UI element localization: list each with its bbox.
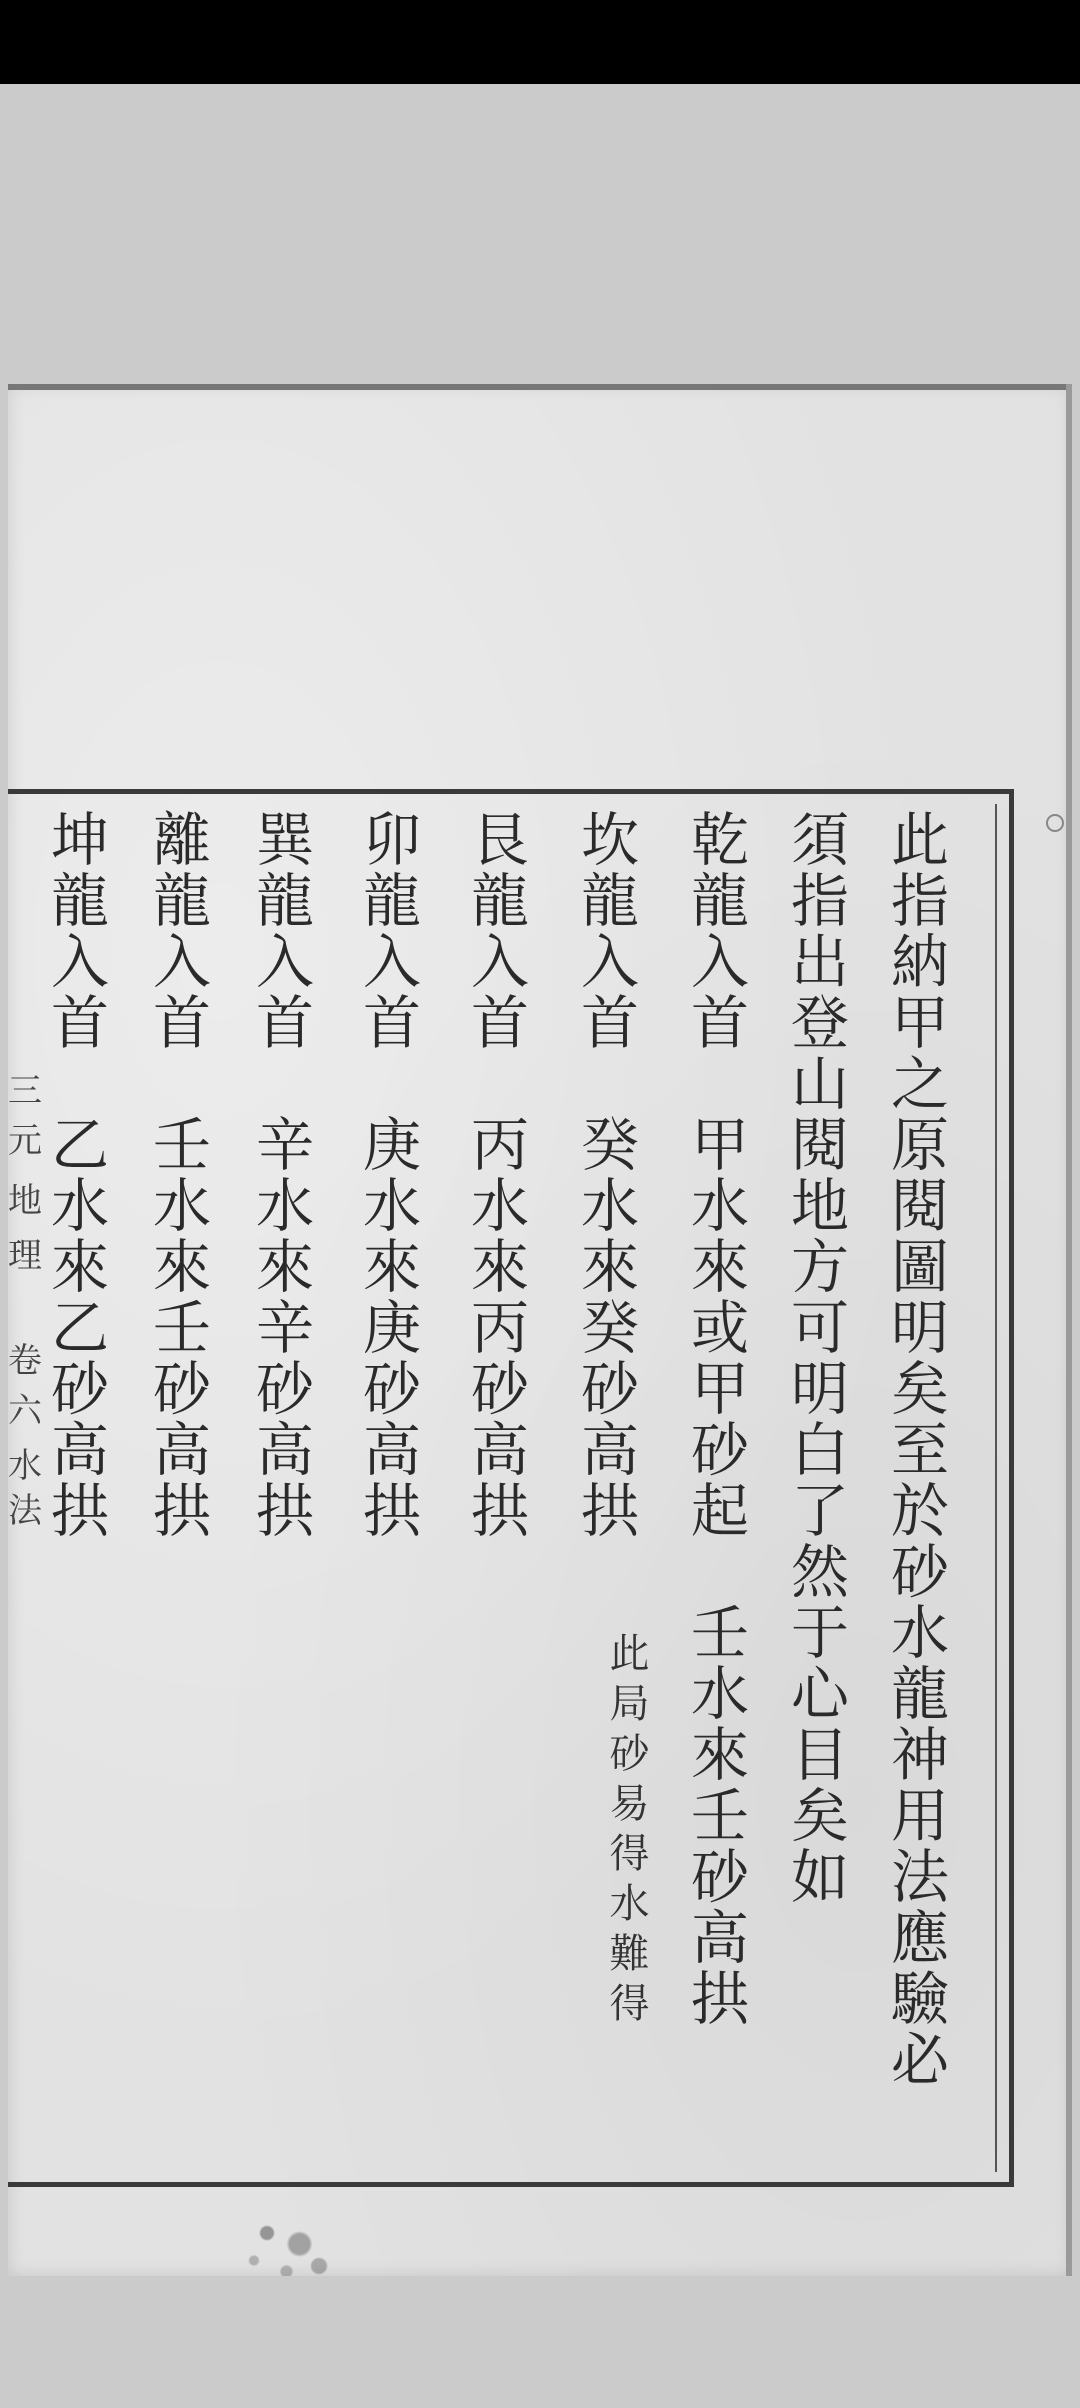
margin-char: 法 [8,1491,42,1531]
ink-stain [228,2189,358,2276]
text-line-3: 乾龍入首 甲水來或甲砂起 壬水來壬砂高拱 [681,809,749,2029]
margin-char: 理 [8,1236,42,1276]
text-frame [8,789,1014,2187]
document-viewer[interactable] [0,84,1080,2408]
margin-char: 元 [8,1121,42,1161]
margin-char: 地 [8,1181,42,1221]
frame-inner-rule [994,804,997,2172]
text-line-8: 離龍入首 壬水來壬砂高拱 [143,809,211,1541]
page-top-edge [8,384,1072,390]
text-line-6: 卯龍入首 庚水來庚砂高拱 [353,809,421,1541]
text-line-7: 巽龍入首 辛水來辛砂高拱 [246,809,314,1541]
binding-hole-mark [1046,814,1064,832]
text-line-9: 坤龍入首 乙水來乙砂高拱 [41,809,109,1541]
margin-char: 卷 [8,1341,42,1381]
text-line-2: 須指出登山閱地方可明白了然于心目矣如 [781,809,849,1907]
page-right-edge [1066,384,1072,2276]
text-line-5: 艮龍入首 丙水來丙砂高拱 [461,809,529,1541]
margin-char: 六 [8,1391,42,1431]
scanned-page [8,384,1072,2276]
margin-char: 三 [8,1071,42,1111]
status-bar [0,0,1080,84]
text-line-4: 坎龍入首 癸水來癸砂高拱 [571,809,639,1541]
annotation-note: 此局砂易得水難得 [603,1632,649,2032]
text-line-1: 此指納甲之原閱圖明矣至於砂水龍神用法應驗必 [881,809,949,2090]
margin-char: 水 [8,1446,42,1486]
